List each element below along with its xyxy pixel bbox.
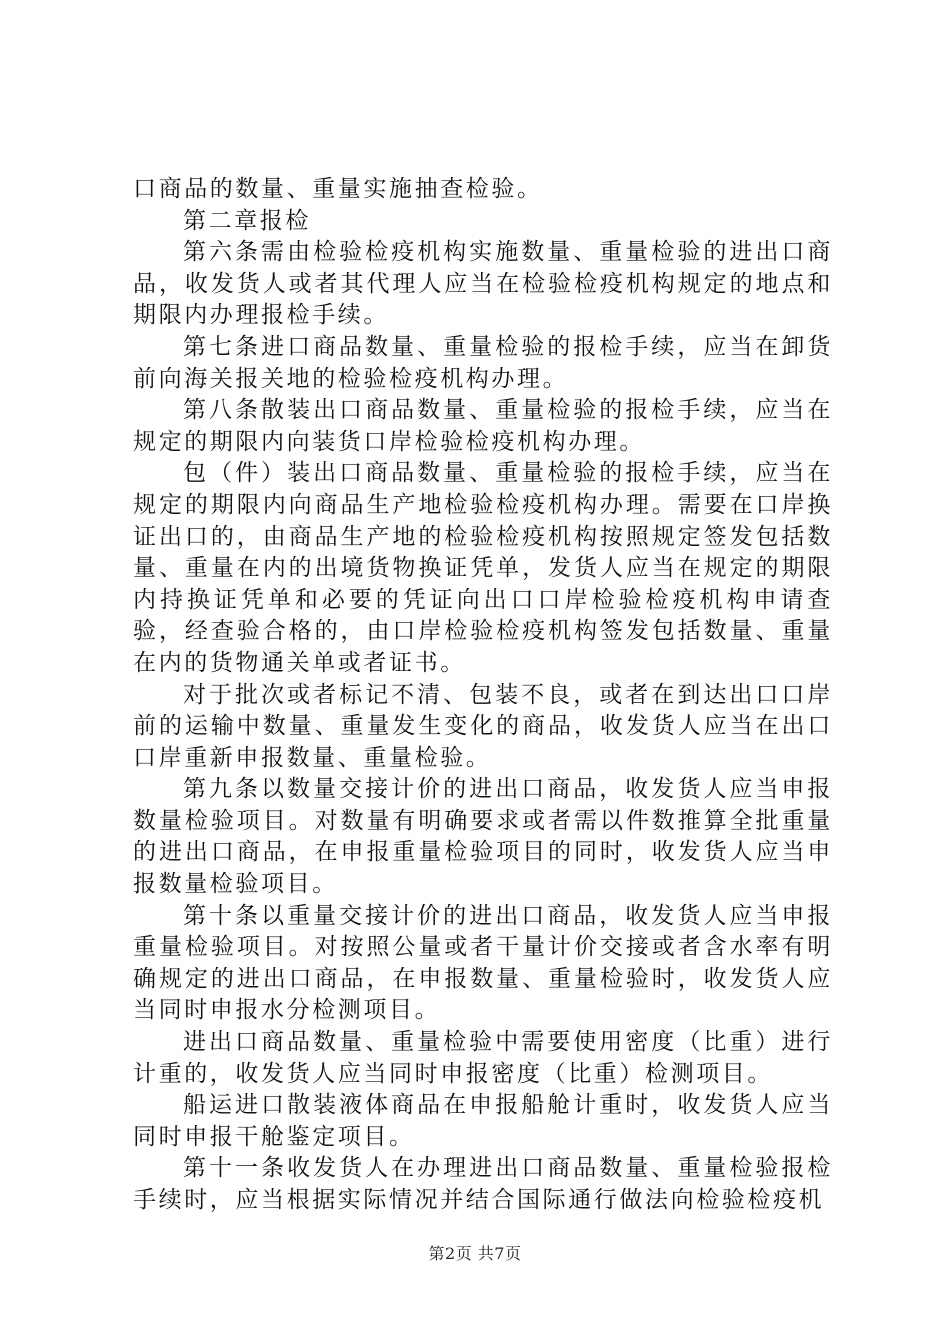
article-8-paragraph: 第八条散装出口商品数量、重量检验的报检手续，应当在规定的期限内向装货口岸检验检疫机构办理。 xyxy=(133,397,833,455)
unclear-batch-paragraph: 对于批次或者标记不清、包装不良，或者在到达出口口岸前的运输中数量、重量发生变化的商品，收发货人应当在出口口岸重新申报数量、重量检验。 xyxy=(133,681,833,771)
density-paragraph: 进出口商品数量、重量检验中需要使用密度（比重）进行计重的，收发货人应当同时申报密度（比重）检测项目。 xyxy=(133,1029,833,1087)
article-9-paragraph: 第九条以数量交接计价的进出口商品，收发货人应当申报数量检验项目。对数量有明确要求或者需以件数推算全批重量的进出口商品，在申报重量检验项目的同时，收发货人应当申报数量检验项目。 xyxy=(133,776,833,898)
paragraph-continuation: 口商品的数量、重量实施抽查检验。 xyxy=(133,176,543,202)
article-6-paragraph: 第六条需由检验检疫机构实施数量、重量检验的进出口商品，收发货人或者其代理人应当在检验检疫机构规定的地点和期限内办理报检手续。 xyxy=(133,239,833,329)
liquid-cargo-paragraph: 船运进口散装液体商品在申报船舱计重时，收发货人应当同时申报干舱鉴定项目。 xyxy=(133,1092,833,1150)
article-7-paragraph: 第七条进口商品数量、重量检验的报检手续，应当在卸货前向海关报关地的检验检疫机构办理。 xyxy=(133,333,833,392)
document-body xyxy=(133,174,833,1217)
page-footer xyxy=(0,1244,950,1264)
packaged-export-paragraph: 包（件）装出口商品数量、重量检验的报检手续，应当在规定的期限内向商品生产地检验检疫机构办理。需要在口岸换证出口的，由商品生产地的检验检疫机构按照规定签发包括数量、重量在内的出境货物换证凭单，发货人应当在规定的期限内持换证凭单和必要的凭证向出口口岸检验检疫机构申请查验，经查验合格的，由口岸检验检疫机构签发包括数量、重量在内的货物通关单或者证书。 xyxy=(133,460,833,676)
article-10-paragraph: 第十条以重量交接计价的进出口商品，收发货人应当申报重量检验项目。对按照公量或者干量计价交接或者含水率有明确规定的进出口商品，在申报数量、重量检验时，收发货人应当同时申报水分检测项目。 xyxy=(133,902,833,1024)
chapter-heading: 第二章报检 xyxy=(183,207,311,234)
page-number-label: 第2页 共7页 xyxy=(428,1244,522,1263)
article-11-paragraph: 第十一条收发货人在办理进出口商品数量、重量检验报检手续时，应当根据实际情况并结合国际通行做法向检验检疫机 xyxy=(133,1155,833,1213)
